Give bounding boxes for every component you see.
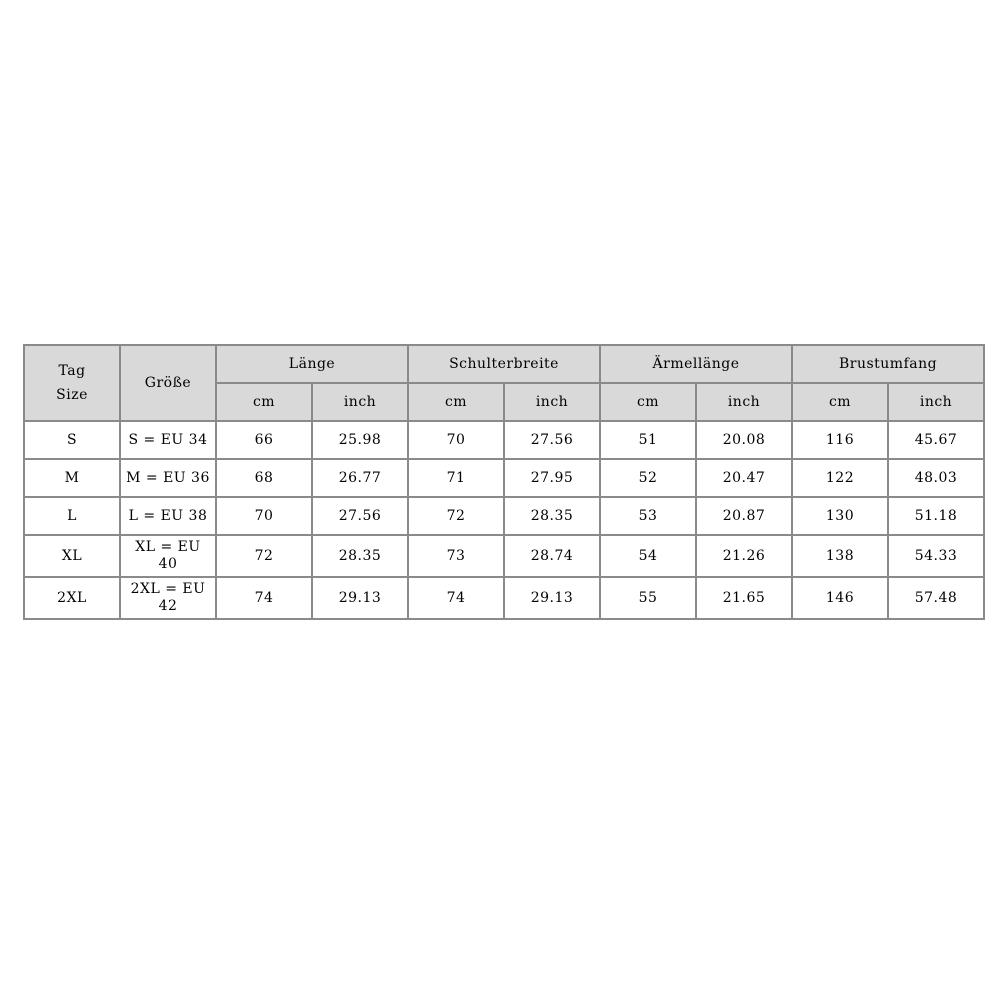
cell-groesse: L = EU 38 [120,497,216,535]
cell-value: 28.35 [504,497,600,535]
cell-value: 51.18 [888,497,984,535]
cell-groesse: S = EU 34 [120,421,216,459]
cell-value: 138 [792,535,888,577]
cell-value: 122 [792,459,888,497]
table-row [24,421,984,459]
table-row [24,497,984,535]
cell-tag-size: 2XL [24,577,120,619]
cell-value: 74 [408,577,504,619]
cell-value: 51 [600,421,696,459]
unit-header: cm [216,383,312,421]
cell-value: 116 [792,421,888,459]
cell-tag-size: XL [24,535,120,577]
size-chart-table [23,344,985,620]
cell-value: 27.56 [504,421,600,459]
cell-value: 21.65 [696,577,792,619]
cell-tag-size: M [24,459,120,497]
cell-value: 71 [408,459,504,497]
unit-header: inch [696,383,792,421]
cell-value: 28.35 [312,535,408,577]
cell-groesse: XL = EU 40 [120,535,216,577]
unit-header: cm [408,383,504,421]
cell-value: 20.47 [696,459,792,497]
cell-value: 20.08 [696,421,792,459]
header-schulterbreite: Schulterbreite [408,345,600,383]
header-row-groups [24,345,984,383]
cell-value: 27.56 [312,497,408,535]
unit-header: inch [888,383,984,421]
cell-value: 48.03 [888,459,984,497]
cell-value: 54.33 [888,535,984,577]
cell-value: 66 [216,421,312,459]
unit-header: cm [600,383,696,421]
header-groesse: Größe [120,345,216,421]
cell-tag-size: S [24,421,120,459]
cell-value: 70 [216,497,312,535]
header-tag-size [24,345,120,421]
cell-value: 21.26 [696,535,792,577]
cell-value: 57.48 [888,577,984,619]
cell-tag-size: L [24,497,120,535]
cell-value: 54 [600,535,696,577]
cell-value: 68 [216,459,312,497]
cell-value: 28.74 [504,535,600,577]
cell-value: 146 [792,577,888,619]
cell-value: 70 [408,421,504,459]
unit-header: cm [792,383,888,421]
cell-groesse: M = EU 36 [120,459,216,497]
cell-value: 74 [216,577,312,619]
cell-value: 29.13 [504,577,600,619]
cell-value: 53 [600,497,696,535]
cell-value: 25.98 [312,421,408,459]
cell-value: 27.95 [504,459,600,497]
unit-header: inch [312,383,408,421]
cell-value: 20.87 [696,497,792,535]
table-row [24,535,984,577]
table-row [24,577,984,619]
cell-value: 52 [600,459,696,497]
unit-header: inch [504,383,600,421]
cell-groesse: 2XL = EU 42 [120,577,216,619]
cell-value: 26.77 [312,459,408,497]
cell-value: 72 [408,497,504,535]
header-brustumfang: Brustumfang [792,345,984,383]
cell-value: 45.67 [888,421,984,459]
table-body [24,421,984,619]
table-header [24,345,984,421]
cell-value: 73 [408,535,504,577]
header-size-label: Size [56,387,88,403]
header-laenge: Länge [216,345,408,383]
table-row [24,459,984,497]
cell-value: 72 [216,535,312,577]
cell-value: 29.13 [312,577,408,619]
cell-value: 130 [792,497,888,535]
header-tag-label: Tag [58,363,86,379]
header-aermellaenge: Ärmellänge [600,345,792,383]
cell-value: 55 [600,577,696,619]
